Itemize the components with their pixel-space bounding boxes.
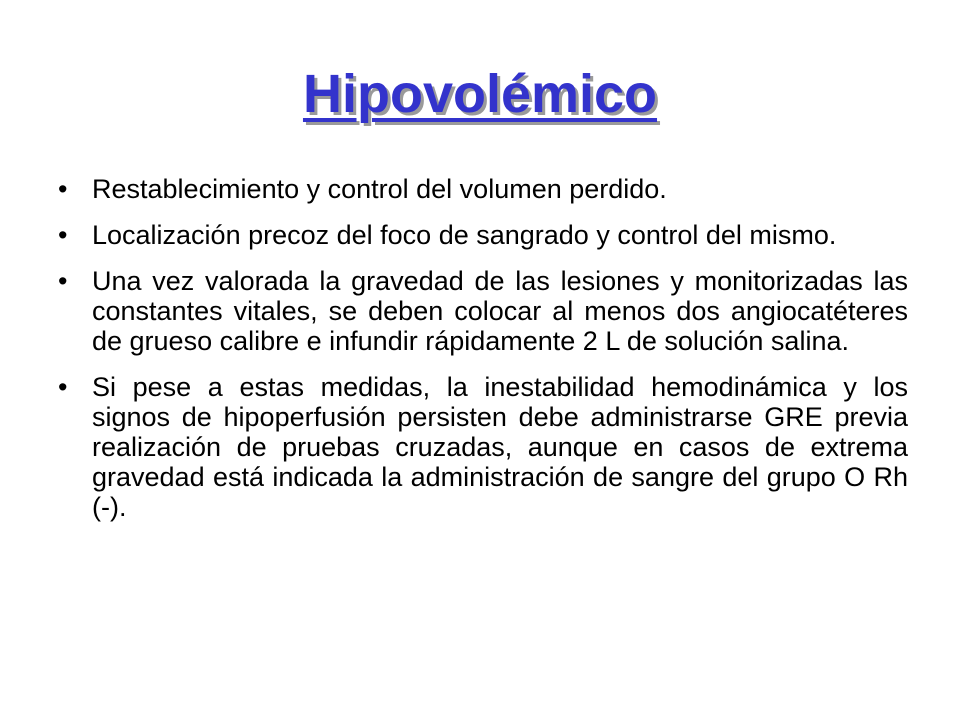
bullet-dot-icon: • [58, 174, 68, 204]
bullet-dot-icon: • [58, 266, 68, 296]
bullet-item [52, 372, 908, 522]
bullet-item [52, 174, 908, 204]
slide-title: Hipovolémico [302, 64, 658, 124]
bullet-dot-icon: • [58, 220, 68, 250]
bullet-list [52, 174, 908, 538]
bullet-text: Localización precoz del foco de sangrado y control del mismo. [92, 220, 837, 250]
bullet-text: Restablecimiento y control del volumen perdido. [92, 174, 667, 204]
bullet-item [52, 220, 908, 250]
bullet-text: Una vez valorada la gravedad de las lesiones y monitorizadas las constantes vitales, se deben colocar al menos dos angiocatéteres de grueso calibre e infundir rápidamente 2 L de solución salina. [92, 266, 908, 356]
bullet-item [52, 266, 908, 356]
bullet-text: Si pese a estas medidas, la inestabilidad hemodinámica y los signos de hipoperfusión persisten debe administrarse GRE previa realización de pruebas cruzadas, aunque en casos de extrema gravedad está indicada la administración de sangre del grupo O Rh (-). [92, 372, 908, 522]
bullet-dot-icon: • [58, 372, 68, 402]
